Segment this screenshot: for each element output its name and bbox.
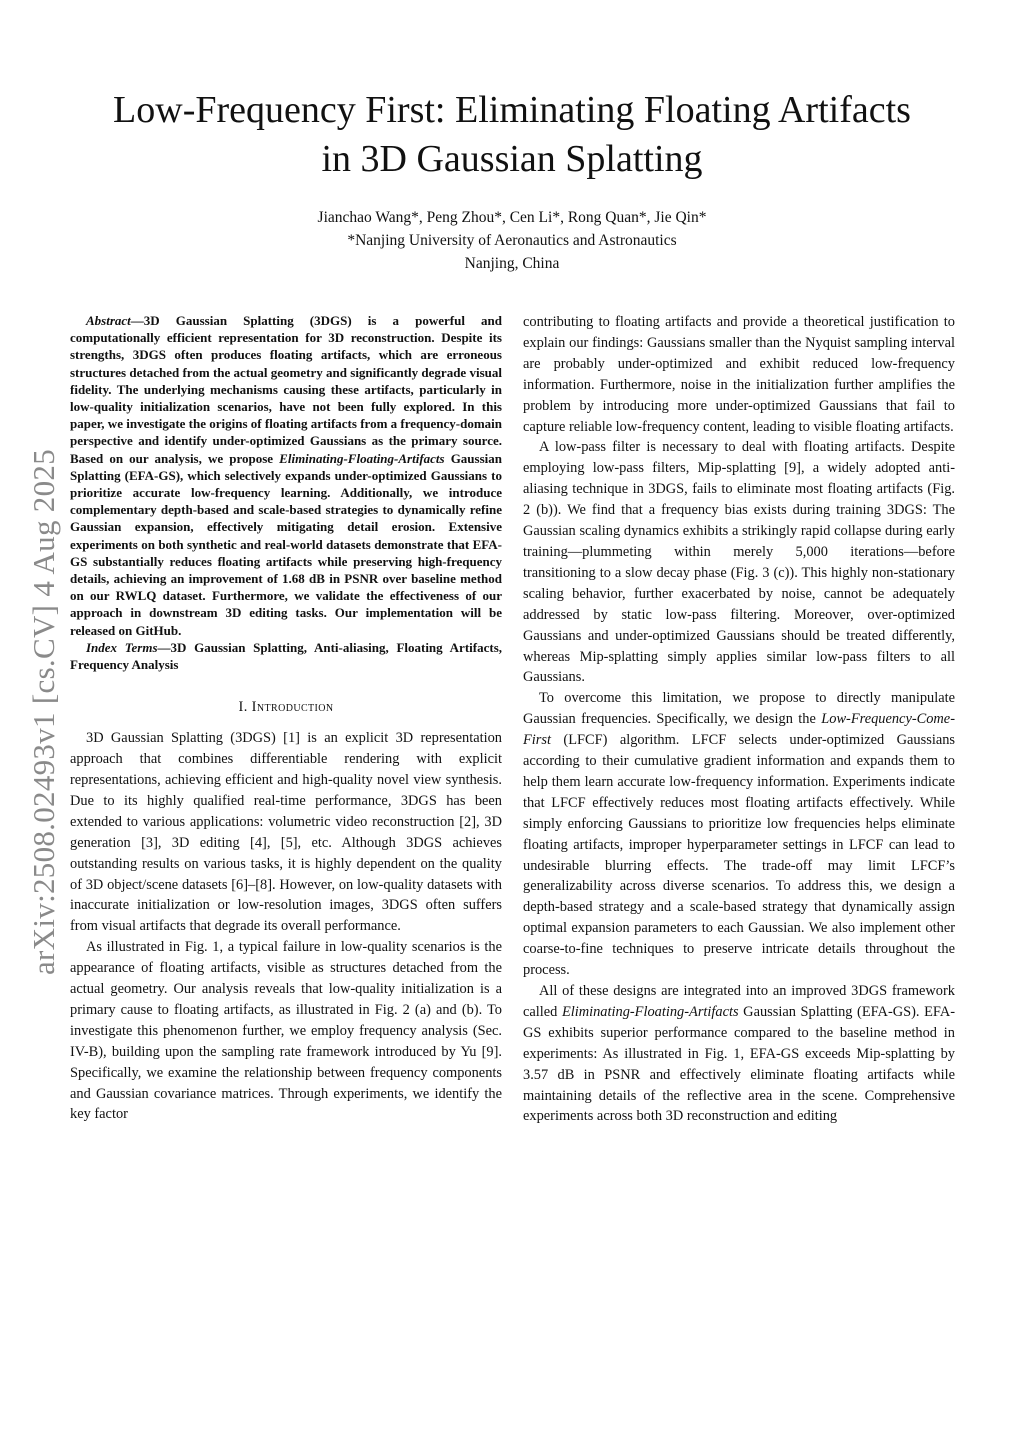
index-terms [70, 639, 502, 673]
intro-paragraph-4: A low-pass filter is necessary to deal with floating artifacts. Despite employing low-pass filters, Mip-splatting [9], a widely adopted anti-aliasing technique in 3DGS, fails to eliminate most floating artifacts (Fig. 2 (b)). We find that a frequency bias exists during training 3DGS: The Gaussian scaling dynamics exhibits a strikingly rapid collapse during early training—plummeting within merely 5,000 iterations—before transitioning to a slow decay phase (Fig. 3 (c)). This highly non-stationary scaling behavior, further exacerbated by noise, cannot be adequately addressed by static low-pass filtering. Moreover, over-optimized Gaussians and under-optimized Gaussians should be treated differently, whereas Mip-splatting simply applies similar low-pass filters to all Gaussians. [523, 439, 955, 686]
abstract-text-b: Gaussian Splatting (EFA-GS), which selectively expands under-optimized Gaussians to prioritize accurate low-frequency learning. Additionally, we introduce complementary depth-based and scale-based strategies to dynamically refine Gaussian expansion, effectively mitigating detail erosion. Extensive experiments on both synthetic and real-world datasets demonstrate that EFA-GS substantially reduces floating artifacts while preserving high-frequency details, achieving an improvement of 1.68 dB in PSNR over baseline method on our RWLQ dataset. Furthermore, we validate the effectiveness of our approach in downstream 3D editing tasks. Our implementation will be released on GitHub. [70, 450, 503, 638]
p5-emphasis: Low-Frequency-Come-First [523, 711, 955, 749]
affiliation: *Nanjing University of Aeronautics and Astronautics [347, 232, 677, 249]
p5-text-a: To overcome this limitation, we propose to directly manipulate Gaussian frequencies. Specifically, we design the [523, 690, 955, 728]
left-column [70, 312, 502, 1125]
p6-emphasis: Eliminating-Floating-Artifacts [561, 1003, 739, 1020]
author-block [100, 206, 924, 275]
abstract [70, 312, 502, 639]
title-line-1: Low-Frequency First: Eliminating Floating Artifacts [113, 89, 911, 131]
abstract-label: Abstract [86, 313, 131, 328]
title-line-2: in 3D Gaussian Splatting [321, 138, 703, 180]
abstract-emphasis: Eliminating-Floating-Artifacts [279, 450, 445, 466]
p6-text-a: All of these designs are integrated into an improved 3DGS framework called [523, 983, 955, 1020]
index-terms-label: Index Terms [86, 639, 158, 655]
arxiv-identifier: arXiv:2508.02493v1 [cs.CV] 4 Aug 2025 [26, 448, 61, 976]
p5-text-b: (LFCF) algorithm. LFCF selects under-optimized Gaussians according to their cumulative gradient information and expands them to help them learn accurate low-frequency information. Experiments indicate that LFCF effectively reduces most floating artifacts effectively. While simply enforcing Gaussians to prioritize low frequencies helps eliminate floating artifacts, improper hyperparameter settings in LFCF can lead to undesirable blurring effects. The trade-off may limit LFCF’s generalizability across diverse scenarios. To address this, we design a depth-based strategy and a scale-based strategy that dynamically assign optimal expansion parameters to each Gaussian. We also implement other coarse-to-fine techniques to preserve intricate details throughout the process. [523, 732, 955, 979]
section-heading-introduction: I. Introduction [238, 699, 334, 716]
intro-paragraph-1: 3D Gaussian Splatting (3DGS) [1] is an explicit 3D representation approach that combines differentiable rendering with explicit representations, achieving efficient and high-quality novel view synthesis. Due to its highly qualified real-time performance, 3DGS has been extended to various applications: volumetric video reconstruction [2], 3D generation [3], 3D editing [4], [5], etc. Although 3DGS achieves outstanding results on various tasks, it is highly dependent on the quality of 3D object/scene datasets [6]–[8]. However, on low-quality datasets with inaccurate initialization or low-resolution images, 3DGS often suffers from visual artifacts that degrade its overall performance. [70, 730, 502, 935]
author-list: Jianchao Wang*, Peng Zhou*, Cen Li*, Rong Quan*, Jie Qin* [317, 209, 707, 226]
index-terms-text: —3D Gaussian Splatting, Anti-aliasing, Floating Artifacts, Frequency Analysis [70, 639, 502, 673]
location: Nanjing, China [464, 255, 560, 272]
intro-paragraph-3: contributing to floating artifacts and provide a theoretical justification to explain our findings: Gaussians smaller than the Nyquist sampling interval are probably under-optimized and exhibit reduced low-frequency information. Furthermore, noise in the initialization further amplifies the problem by introducing more under-optimized Gaussians that fail to capture reliable low-frequency content, leading to visible floating artifacts. [523, 314, 955, 435]
paper-title [40, 86, 984, 184]
intro-paragraph-2: As illustrated in Fig. 1, a typical failure in low-quality scenarios is the appearance of floating artifacts, visible as structures detached from the actual geometry. Our analysis reveals that low-quality initialization is a primary cause to floating artifacts, as illustrated in Fig. 2 (a) and (b). To investigate this phenomenon further, we employ frequency analysis (Sec. IV-B), building upon the sampling rate framework introduced by Yu [9]. Specifically, we examine the relationship between frequency components and Gaussian covariance matrices. Through experiments, we identify the key factor [70, 939, 502, 1123]
intro-paragraph-6 [523, 981, 955, 1127]
intro-paragraph-5 [523, 688, 955, 981]
right-column [523, 312, 955, 1127]
p6-text-b: Gaussian Splatting (EFA-GS). EFA-GS exhibits superior performance compared to the baseline method in experiments: As illustrated in Fig. 1, EFA-GS exceeds Mip-splatting by 3.57 dB in PSNR and effectively eliminate floating artifacts while maintaining details of the reflective area in the scene. Comprehensive experiments across both 3D reconstruction and editing [523, 1003, 956, 1125]
abstract-text-a: —3D Gaussian Splatting (3DGS) is a powerful and computationally efficient representation for 3D reconstruction. Despite its strengths, 3DGS often produces floating artifacts, which are erroneous structures detached from the actual geometry and significantly degrade visual fidelity. The underlying mechanisms causing these artifacts, particularly in low-quality initialization scenarios, have not been fully explored. In this paper, we investigate the origins of floating artifacts from a frequency-domain perspective and identify under-optimized Gaussians as the primary source. Based on our analysis, we propose [70, 313, 502, 466]
